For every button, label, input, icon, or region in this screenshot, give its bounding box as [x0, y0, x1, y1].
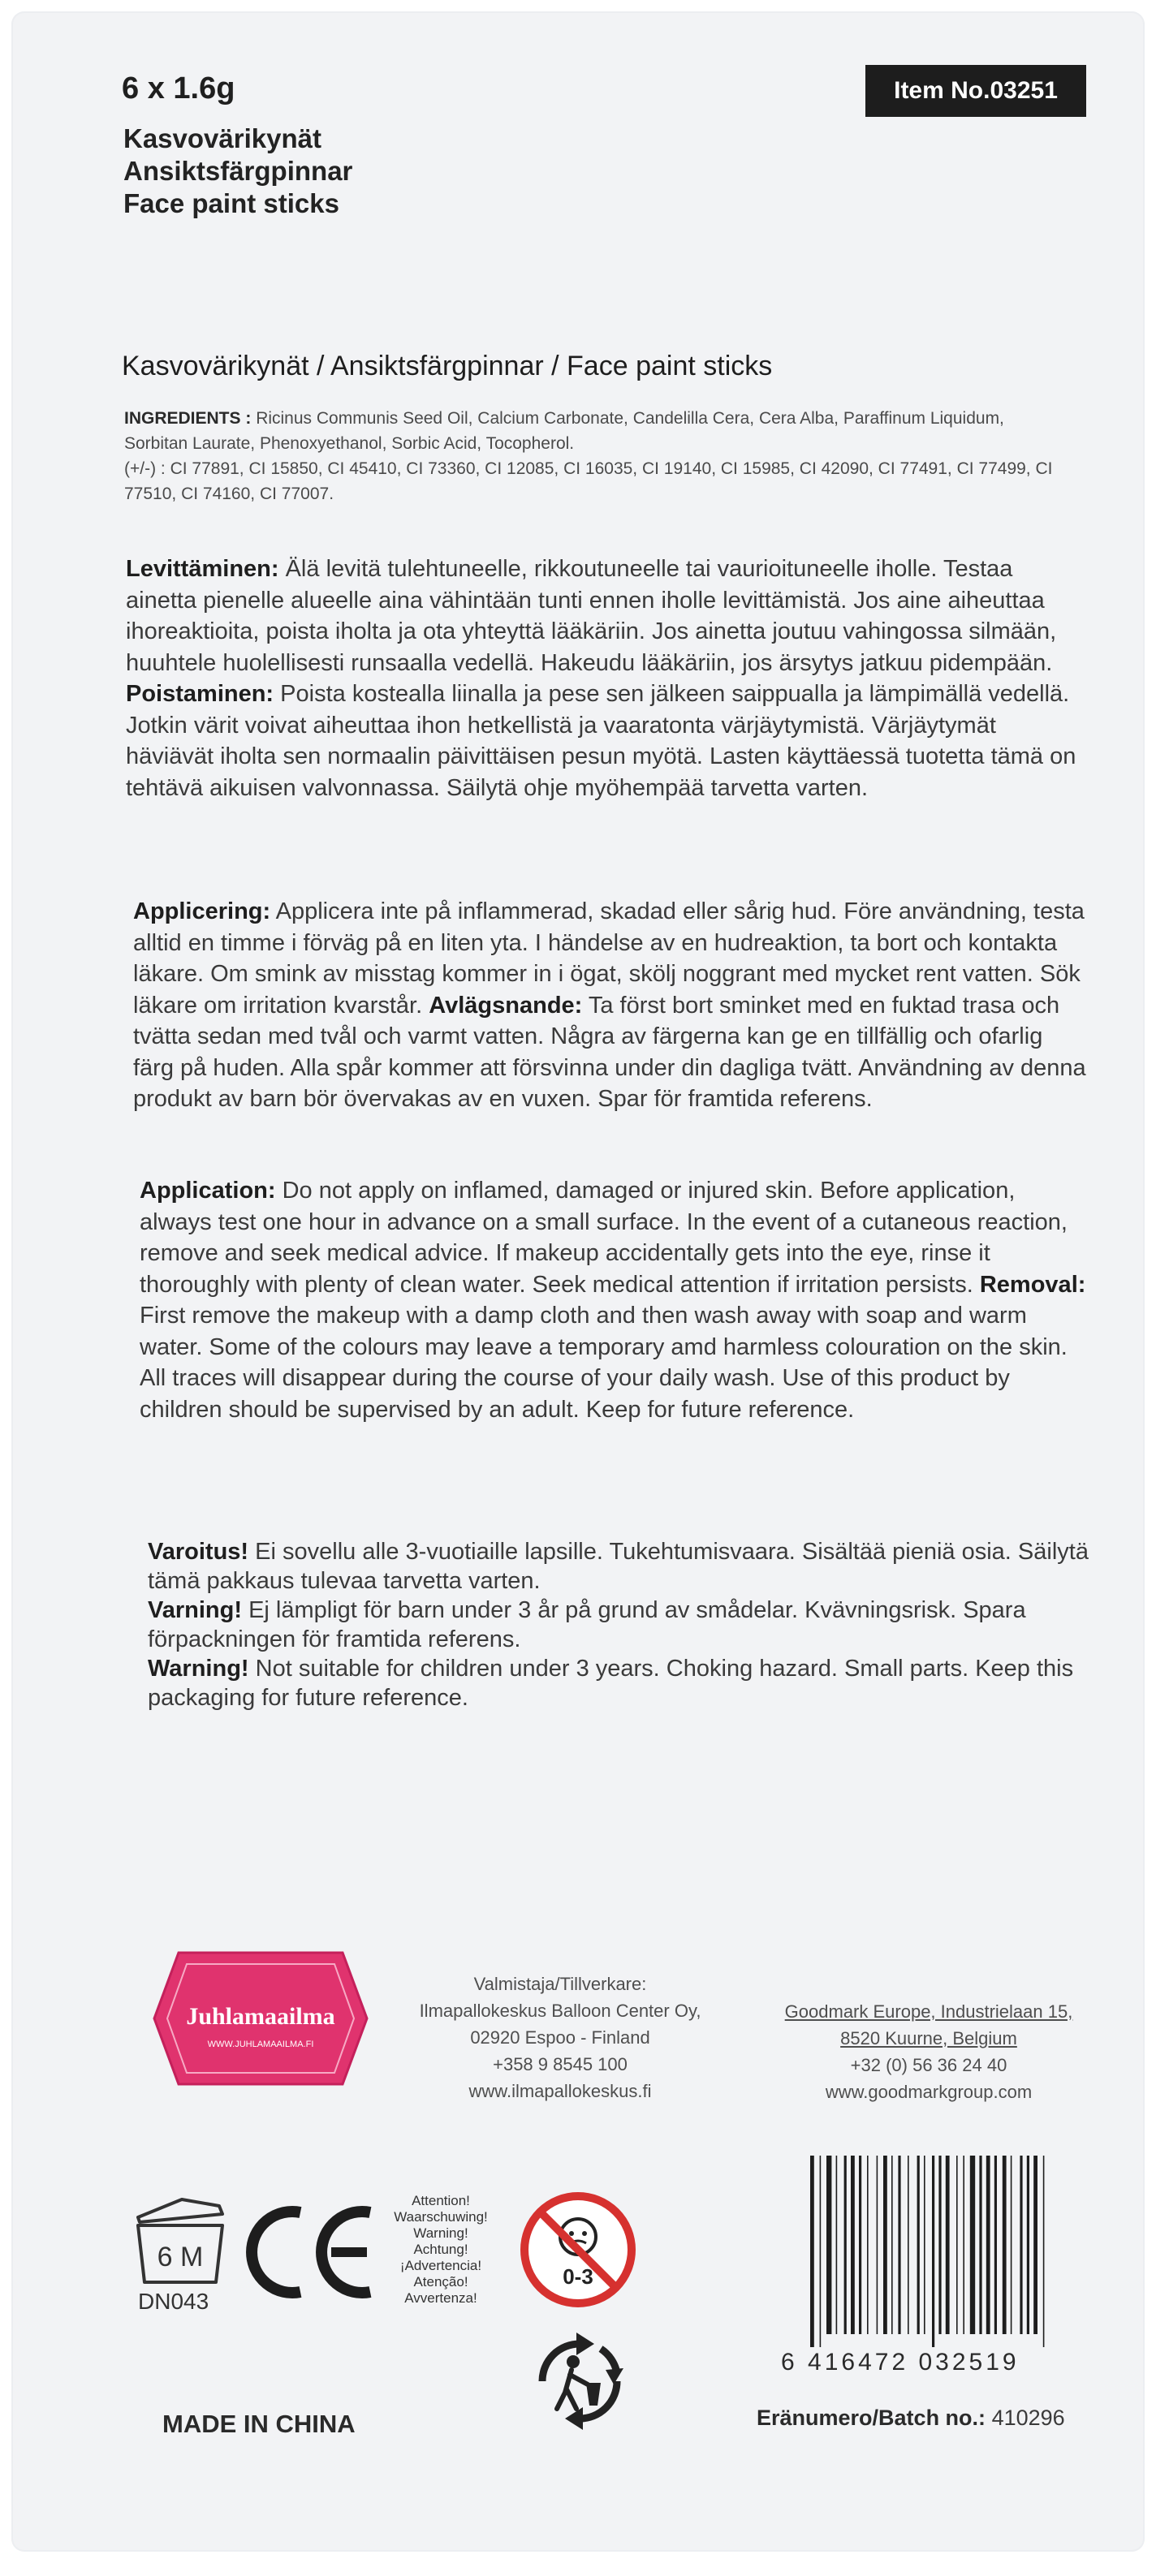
manufacturer-label: Valmistaja/Tillverkare: — [473, 1974, 647, 1994]
warning-text-en: Not suitable for children under 3 years. Choking hazard. Small parts. Keep this packaging for future reference. — [148, 1656, 1074, 1711]
barcode-bar — [891, 2156, 893, 2334]
attention-line: Waarschuwing! — [394, 2209, 488, 2225]
barcode-bar — [1020, 2156, 1022, 2334]
remove-label-en: Removal: — [979, 1271, 1086, 1298]
barcode-bar — [859, 2156, 861, 2334]
warning-label-fi: Varoitus! — [148, 1539, 249, 1565]
item-number-badge: Item No.03251 — [865, 65, 1086, 117]
product-name-fi: Kasvovärikynät — [123, 123, 321, 153]
warning-label-en: Warning! — [148, 1656, 249, 1682]
barcode-bar — [956, 2156, 958, 2334]
attention-line: Atenção! — [413, 2274, 468, 2290]
ingredients-colorants: (+/-) : CI 77891, CI 15850, CI 45410, CI 73360, CI 12085, CI 16035, CI 19140, CI 15985, CI 42090, CI 77491, CI 77499, CI 77510, CI 74160, CI 77007. — [124, 459, 1053, 503]
net-quantity: 6 x 1.6g — [122, 71, 235, 106]
distributor-address: 8520 Kuurne, Belgium — [840, 2028, 1017, 2048]
barcode-bar — [946, 2156, 950, 2334]
dn-code: DN043 — [138, 2289, 209, 2314]
distributor-name: Goodmark Europe, Industrielaan 15, — [784, 2001, 1073, 2022]
instructions-fi — [126, 554, 1080, 803]
warning-text-fi: Ei sovellu alle 3-vuotiaille lapsille. Tukehtumisvaara. Sisältää pieniä osia. Säilytä tämä pakkaus tulevaa tarvetta varten. — [148, 1539, 1089, 1594]
attention-line: Warning! — [413, 2225, 468, 2241]
distributor-web: www.goodmarkgroup.com — [825, 2082, 1033, 2102]
barcode-bar — [877, 2156, 878, 2334]
brand-logo-url: WWW.JUHLAMAAILMA.FI — [207, 2040, 314, 2049]
brand-logo — [151, 1946, 370, 2091]
warning-label-sv: Varning! — [148, 1597, 243, 1623]
barcode-bar — [836, 2156, 838, 2334]
apply-text-sv: Applicera inte på inflammerad, skadad eller sårig hud. Före användning, testa alltid en timme i förväg på en liten yta. I händelse av en hudreaktion, ta bort och kontakta läkare. Om smink av misstag kommer in i ögat, skölj noggrant med mycket rent vatten. Sök läkare om irritation kvarstår. — [133, 898, 1085, 1019]
barcode-bar — [994, 2156, 997, 2334]
apply-label-en: Application: — [140, 1178, 276, 1204]
barcode-bar — [898, 2156, 900, 2334]
ingredients-label: INGREDIENTS : — [124, 409, 252, 428]
instructions-en — [140, 1175, 1094, 1425]
ingredients-block — [124, 406, 1058, 506]
barcode-bar — [908, 2156, 909, 2334]
attention-line: Avvertenza! — [404, 2290, 477, 2306]
barcode — [805, 2156, 1078, 2347]
barcode-bar — [979, 2156, 981, 2334]
barcode-bar — [1003, 2156, 1007, 2334]
package-back — [11, 11, 1145, 2552]
product-name-sv: Ansiktsfärgpinnar — [123, 156, 353, 186]
apply-text-fi: Älä levitä tulehtuneelle, rikkoutuneelle tai vaurioituneelle iholle. Testaa ainetta pienelle alueelle aina vähintään tunti ennen iholle levittämistä. Jos aine aiheuttaa ihoreaktioita, poista iholta ja ota yhteyttä lääkäriin. Jos ainetta joutuu vahingossa silmään, huuhtele huolellisesti runsaalla vedellä. Hakeudu lääkäriin, jos ärsytys jatkuu pidempään. — [126, 556, 1057, 676]
batch-value: 410296 — [991, 2406, 1065, 2430]
attention-line: Attention! — [412, 2193, 470, 2208]
manufacturer-phone: +358 9 8545 100 — [493, 2054, 628, 2074]
barcode-bar — [963, 2156, 964, 2334]
barcode-bar — [1043, 2156, 1045, 2347]
made-in-label: MADE IN CHINA — [162, 2410, 356, 2438]
remove-text-sv: Ta först bort sminket med en fuktad trasa och tvätta sedan med tvål och varmt vatten. Några av färgerna kan ge en tillfällig och ofarlig färg på huden. Alla spår kommer att försvinna under din dagliga tvätt. Användning av denna produkt av barn bör övervakas av en vuxen. Spar för framtida referens. — [133, 992, 1086, 1112]
manufacturer-address: 02920 Espoo - Finland — [470, 2027, 650, 2048]
warning-text-sv: Ej lämpligt för barn under 3 år på grund av smådelar. Kvävningsrisk. Spara förpackningen för framtida referens. — [148, 1597, 1026, 1652]
barcode-bar — [917, 2156, 920, 2334]
batch-label: Eränumero/Batch no.: — [757, 2406, 986, 2430]
barcode-bar — [1027, 2156, 1029, 2334]
attention-line: Achtung! — [413, 2242, 468, 2257]
barcode-bar — [844, 2156, 847, 2334]
barcode-number: 6 416472 032519 — [781, 2349, 1020, 2376]
batch-number — [757, 2406, 1065, 2431]
barcode-bar — [883, 2156, 887, 2334]
product-name-en: Face paint sticks — [123, 188, 339, 218]
brand-logo-text: Juhlamaailma — [186, 2003, 335, 2030]
barcode-bar — [932, 2156, 934, 2347]
attention-languages — [380, 2193, 502, 2307]
manufacturer-name: Ilmapallokeskus Balloon Center Oy, — [419, 2001, 701, 2021]
ce-mark-icon — [240, 2204, 378, 2300]
apply-label-sv: Applicering: — [133, 898, 271, 924]
remove-text-en: First remove the makeup with a damp cloth and then wash away with soap and warm water. Some of the colours may leave a temporary amd harmless colouration on the skin. All traces will disappear during the course of your daily wash. Use of this product by children should be supervised by an adult. Keep for future reference. — [140, 1303, 1068, 1423]
recycle-tidyman-icon — [523, 2324, 636, 2438]
barcode-bar — [986, 2156, 990, 2334]
ingredients-text: Ricinus Communis Seed Oil, Calcium Carbonate, Candelilla Cera, Cera Alba, Paraffinum Liquidum, Sorbitan Laurate, Phenoxyethanol, Sorbic Acid, Tocopherol. — [124, 409, 1004, 453]
barcode-bar — [810, 2156, 814, 2347]
instructions-sv — [133, 896, 1087, 1115]
barcode-bar — [826, 2156, 831, 2334]
open-jar-icon — [132, 2191, 229, 2289]
distributor-block — [758, 1998, 1099, 2105]
barcode-bar — [924, 2156, 925, 2334]
distributor-phone: +32 (0) 56 36 24 40 — [850, 2055, 1007, 2075]
apply-label-fi: Levittäminen: — [126, 556, 279, 582]
barcode-bar — [1033, 2156, 1037, 2334]
remove-text-fi: Poista kostealla liinalla ja pese sen jälkeen saippualla ja lämpimällä vedellä. Jotkin värit voivat aiheuttaa ihon hetkellistä ja vaaratonta värjäytymistä. Värjäytymät häviävät iholta sen normaalin päivittäisen pesun myötä. Lasten käyttäessä tuotetta tämä on tehtävä aikuisen valvonnassa. Säilytä ohje myöhempää tarvetta varten. — [126, 681, 1076, 801]
remove-label-sv: Avlägsnande: — [429, 992, 583, 1019]
barcode-bar — [851, 2156, 855, 2334]
barcode-bar — [820, 2156, 822, 2347]
age-label: 0-3 — [563, 2264, 593, 2289]
warnings-block — [148, 1537, 1098, 1712]
apply-text-en: Do not apply on inflamed, damaged or injured skin. Before application, always test one hour in advance on a small surface. In the event of a cutaneous reaction, remove and seek medical advice. If makeup accidentally gets into the eye, rinse it thoroughly with plenty of clean water. Seek medical attention if irritation persists. — [140, 1178, 1068, 1298]
barcode-bar — [867, 2156, 869, 2334]
attention-line: ¡Advertencia! — [399, 2258, 482, 2273]
product-title: Kasvovärikynät / Ansiktsfärgpinnar / Face paint sticks — [122, 351, 773, 381]
barcode-bar — [938, 2156, 941, 2334]
manufacturer-web: www.ilmapallokeskus.fi — [468, 2081, 652, 2101]
pao-period: 6 M — [157, 2242, 204, 2272]
barcode-bar — [1011, 2156, 1012, 2334]
remove-label-fi: Poistaminen: — [126, 681, 274, 707]
not-for-under-3-icon — [518, 2190, 638, 2310]
manufacturer-block — [406, 1971, 714, 2104]
barcode-bar — [970, 2156, 975, 2334]
